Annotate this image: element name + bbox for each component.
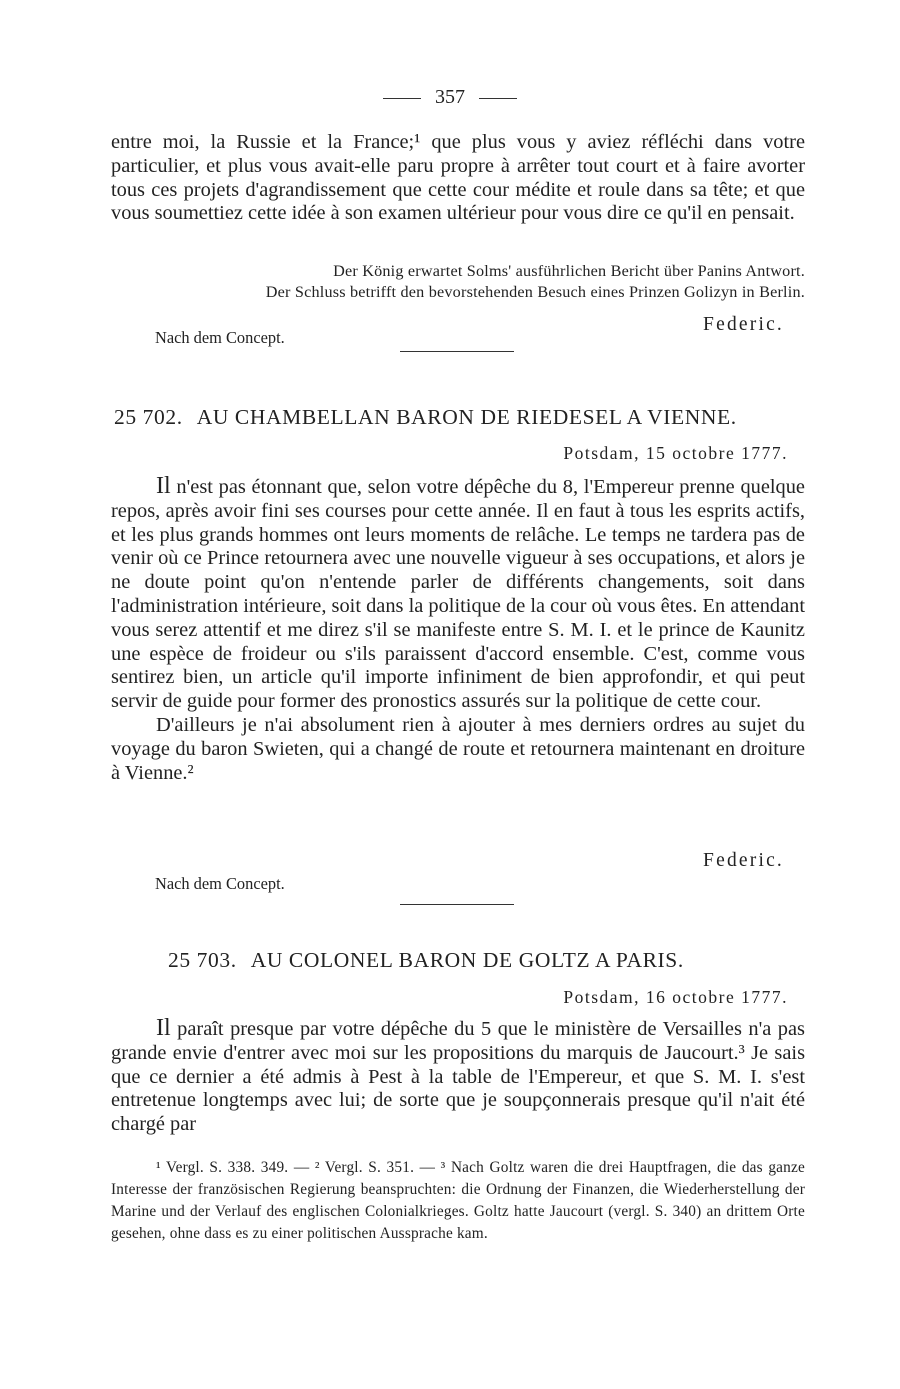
page-number-text: 357	[435, 86, 465, 108]
page-number-rule-right	[479, 98, 517, 99]
footnotes	[111, 1157, 805, 1245]
initial-letter: Il	[156, 473, 171, 499]
footnote-text: ¹ Vergl. S. 338. 349. — ² Vergl. S. 351. — ³ Nach Goltz waren die drei Hauptfragen, die das ganze Interesse der französischen Regierung beanspruchten: die Ordnung der Finanzen, die Wiederherstellung der Marine und der Verlauf des englischen Colonialkrieges. Goltz hatte Jaucourt (vergl. S. 340) an drittem Orte gesehen, ohne dass es zu einer politischen Aussprache kam.	[111, 1159, 805, 1242]
letter-number: 25 702.	[114, 405, 183, 429]
section-divider	[400, 904, 514, 905]
page-number	[0, 86, 900, 109]
section-divider	[400, 351, 514, 352]
letter-heading	[168, 948, 684, 973]
source-note: Nach dem Concept.	[155, 874, 285, 893]
editorial-summary	[111, 261, 805, 303]
letter-number: 25 703.	[168, 948, 237, 972]
paragraph-text: n'est pas étonnant que, selon votre dépêche du 8, l'Empereur prenne quelque repos, après avoir fini ses courses pour cette année. Il en faut à tous les esprits actifs, et les plus grands hommes ont leurs moments de relâche. Le temps ne tardera pas de venir où ce Prince retournera avec une nouvelle vigueur à ses occupations, et alors je ne doute point qu'on n'entende parler de différents changements, soit dans l'administration intérieure, soit dans la politique de la cour où vous êtes. En attendant vous serez attentif et me direz s'il se manifeste entre S. M. I. et le prince de Kaunitz une espèce de froideur ou s'ils paraissent d'accord ensemble. C'est, comme vous sentirez bien, un article qu'il importe infiniment de bien approfondir, et qui peut servir de guide pour former des pronostics assurés sur la politique de cette cour.	[111, 476, 805, 713]
letter-heading	[114, 405, 737, 430]
page-number-rule-left	[383, 98, 421, 99]
source-note: Nach dem Concept.	[155, 328, 285, 347]
signature: Federic.	[703, 850, 784, 871]
letter-body	[111, 1017, 805, 1137]
initial-letter: Il	[156, 1015, 171, 1041]
letter-paragraph	[111, 1017, 805, 1137]
letter-title: AU COLONEL BARON DE GOLTZ A PARIS.	[250, 948, 684, 972]
dateline: Potsdam, 15 octobre 1777.	[563, 443, 788, 463]
paragraph-text: paraît presque par votre dépêche du 5 que le ministère de Versailles n'a pas grande envie d'entrer avec moi sur les propositions du marquis de Jaucourt.³ Je sais que ce dernier a été admis à Pest à la table de l'Empereur, et que S. M. I. s'est entretenue longtemps avec lui; de sorte que je soupçonnerais presque qu'il n'ait été chargé par	[111, 1018, 805, 1136]
letter-paragraph: D'ailleurs je n'ai absolument rien à ajouter à mes derniers ordres au sujet du voyage du baron Swieten, qui a changé de route et retournera maintenant en droiture à Vienne.²	[111, 713, 805, 784]
summary-line: Der Schluss betrifft den bevorstehenden Besuch eines Prinzen Golizyn in Berlin.	[265, 283, 805, 301]
letter-title: AU CHAMBELLAN BARON DE RIEDESEL A VIENNE.	[196, 405, 737, 429]
summary-line: Der König erwartet Solms' ausführlichen Bericht über Panins Antwort.	[333, 262, 805, 280]
signature: Federic.	[703, 314, 784, 335]
continuation-paragraph	[111, 131, 805, 226]
dateline: Potsdam, 16 octobre 1777.	[563, 987, 788, 1007]
letter-paragraph	[111, 475, 805, 714]
letter-body	[111, 475, 805, 785]
continuation-text: entre moi, la Russie et la France;¹ que plus vous y aviez réfléchi dans votre particulier, et plus vous avait-elle paru propre à arrêter tout court et à faire avorter tous ces projets d'agrandissement que cette cour médite et roule dans sa tête; et que vous soumettiez cette idée à son examen ultérieur pour vous dire ce qu'il en pensait.	[111, 131, 805, 225]
